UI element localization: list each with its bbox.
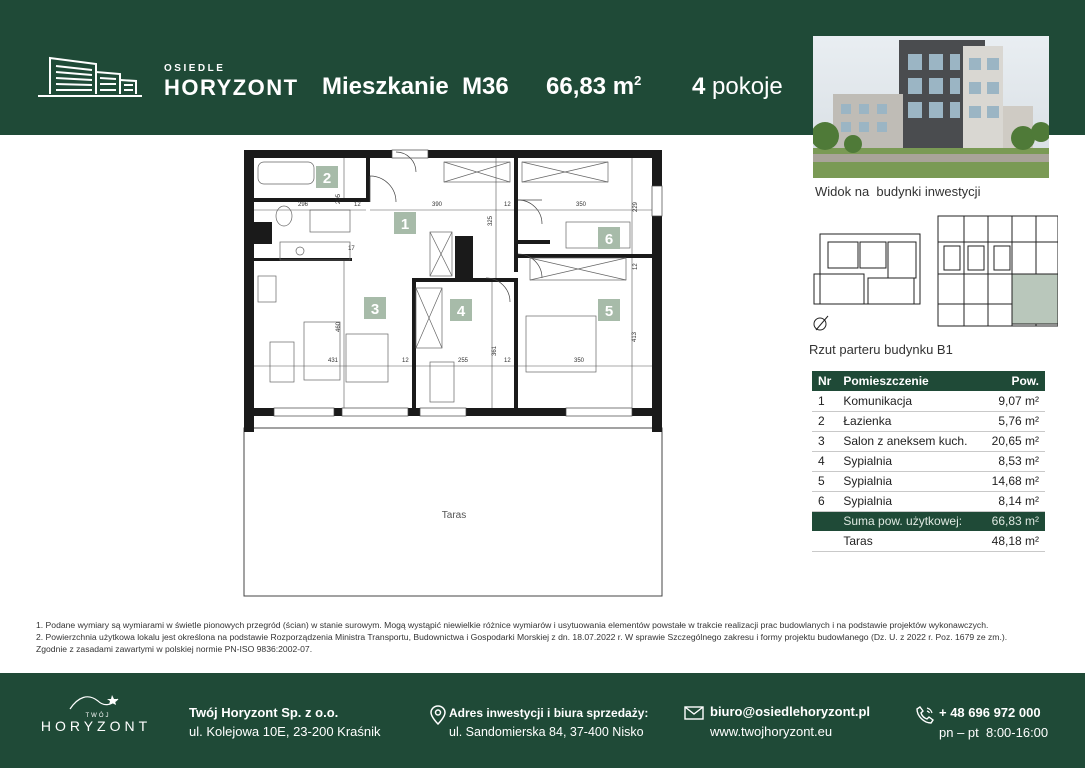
company-name: Twój Horyzont Sp. z o.o. <box>189 705 339 720</box>
dim-label: 205 <box>336 193 342 204</box>
column-header-room: Pomieszczenie <box>837 371 982 391</box>
dim-label: 361 <box>492 345 498 356</box>
sum-label: Suma pow. użytkowej: <box>837 511 982 531</box>
phone-number[interactable]: + 48 696 972 000 <box>939 705 1041 720</box>
row-area: 9,07 m² <box>982 391 1045 411</box>
table-header-row <box>812 371 1045 391</box>
row-area: 8,53 m² <box>982 451 1045 471</box>
row-room: Komunikacja <box>837 391 982 411</box>
table-row <box>812 451 1045 471</box>
brand-prefix: OSIEDLE <box>164 63 226 74</box>
terrace-nr <box>812 531 837 551</box>
row-nr: 4 <box>812 451 837 471</box>
terrace-label: Taras <box>441 510 467 521</box>
footnote-2: 2. Powierzchnia użytkowa lokalu jest określona na podstawie Rozporządzenia Ministra Transportu, Budownictwa i Gospodarki Morskiej z dn. 18.07.2022 r. W sprawie Szczególnego zakresu i formy projektu budowlanego (Dz. U. z 2022 r. Poz. 1679 ze zm.). <box>36 631 1008 642</box>
dim-label: 350 <box>574 358 585 364</box>
row-room: Sypialnia <box>837 451 982 471</box>
svg-text:HORYZONT: HORYZONT <box>40 718 152 734</box>
terrace-area: 48,18 m² <box>982 531 1045 551</box>
email-link[interactable]: biuro@osiedlehoryzont.pl <box>710 704 871 719</box>
dim-label: 12 <box>504 202 511 208</box>
row-nr: 3 <box>812 431 837 451</box>
location-pin-icon <box>430 705 446 725</box>
table-row <box>812 491 1045 511</box>
terrace-label: Taras <box>837 531 982 551</box>
column-header-nr: Nr <box>812 371 837 391</box>
phone-icon <box>916 706 934 724</box>
site-plan-drawing <box>808 212 1058 340</box>
sales-office-address: ul. Sandomierska 84, 37-400 Nisko <box>449 725 644 739</box>
dim-label: 255 <box>458 358 469 364</box>
dim-label: 460 <box>336 321 342 332</box>
dim-label: 17 <box>348 246 355 252</box>
sum-nr <box>812 511 837 531</box>
column-header-area: Pow. <box>982 371 1045 391</box>
apartment-area: 66,83 $m^2$ <box>546 73 642 100</box>
table-row <box>812 391 1045 411</box>
table-sum-row <box>812 511 1045 531</box>
office-hours: pn – pt 8:00-16:00 <box>939 725 1049 740</box>
photo-caption: Widok na budynki inwestycji <box>815 184 981 199</box>
table-row <box>812 431 1045 451</box>
row-room: Salon z aneksem kuch. <box>837 431 982 451</box>
footer <box>0 673 1085 768</box>
room-number-4: 4 <box>456 303 466 320</box>
row-nr: 1 <box>812 391 837 411</box>
dim-label: 12 <box>633 263 639 270</box>
sales-office-title: Adres inwestycji i biura sprzedaży: <box>449 706 649 720</box>
row-room: Łazienka <box>837 411 982 431</box>
row-area: 5,76 m² <box>982 411 1045 431</box>
footnote-3: Zgodnie z zasadami zawartymi w polskiej normie PN-ISO 9836:2002-07. <box>36 643 313 654</box>
dim-label: 325 <box>488 215 494 226</box>
svg-text:TWÓJ: TWÓJ <box>85 713 111 719</box>
dim-label: 229 <box>633 201 639 212</box>
building-render-photo <box>813 36 1049 178</box>
table-row <box>812 471 1045 491</box>
apartment-title: Mieszkanie M36 <box>322 73 509 100</box>
room-number-6: 6 <box>604 231 614 248</box>
row-room: Sypialnia <box>837 471 982 491</box>
company-address: ul. Kolejowa 10E, 23-200 Kraśnik <box>189 724 381 739</box>
site-plan-caption: Rzut parteru budynku B1 <box>809 342 953 357</box>
dim-label: 350 <box>576 202 587 208</box>
row-area: 20,65 m² <box>982 431 1045 451</box>
footnotes <box>36 620 1056 655</box>
sum-area: 66,83 m² <box>982 511 1045 531</box>
floor-plan <box>240 146 668 598</box>
brand-name: HORYZONT <box>164 75 299 100</box>
room-number-2: 2 <box>322 170 332 187</box>
dim-label: 413 <box>632 331 638 342</box>
row-nr: 6 <box>812 491 837 511</box>
footnote-1: 1. Podane wymiary są wymiarami w świetle pionowych przegród (ścian) w stanie surowym. Mogą wystąpić niewielkie różnice wymiarów i usytuowania elementów powstałe w trakcie realizacji prac budowlanych i na podstawie projektów wykonawczych. <box>36 620 989 630</box>
row-area: 8,14 m² <box>982 491 1045 511</box>
room-number-3: 3 <box>370 301 380 318</box>
building-logo-icon <box>36 50 144 102</box>
table-row <box>812 411 1045 431</box>
dim-label: 12 <box>402 358 409 364</box>
room-area-table <box>812 371 1045 552</box>
website-link[interactable]: www.twojhoryzont.eu <box>710 724 833 739</box>
apartment-rooms: 4 pokoje <box>692 73 783 100</box>
envelope-icon <box>684 706 704 720</box>
room-number-5: 5 <box>604 303 614 320</box>
row-nr: 5 <box>812 471 837 491</box>
room-number-1: 1 <box>400 216 410 233</box>
dim-label: 390 <box>432 202 443 208</box>
row-area: 14,68 m² <box>982 471 1045 491</box>
row-nr: 2 <box>812 411 837 431</box>
dim-label: 296 <box>298 202 309 208</box>
dim-label: 12 <box>504 358 511 364</box>
table-row-terrace <box>812 531 1045 551</box>
dim-label: 12 <box>354 202 361 208</box>
twoj-horyzont-logo <box>34 687 158 735</box>
row-room: Sypialnia <box>837 491 982 511</box>
dim-label: 431 <box>328 358 339 364</box>
